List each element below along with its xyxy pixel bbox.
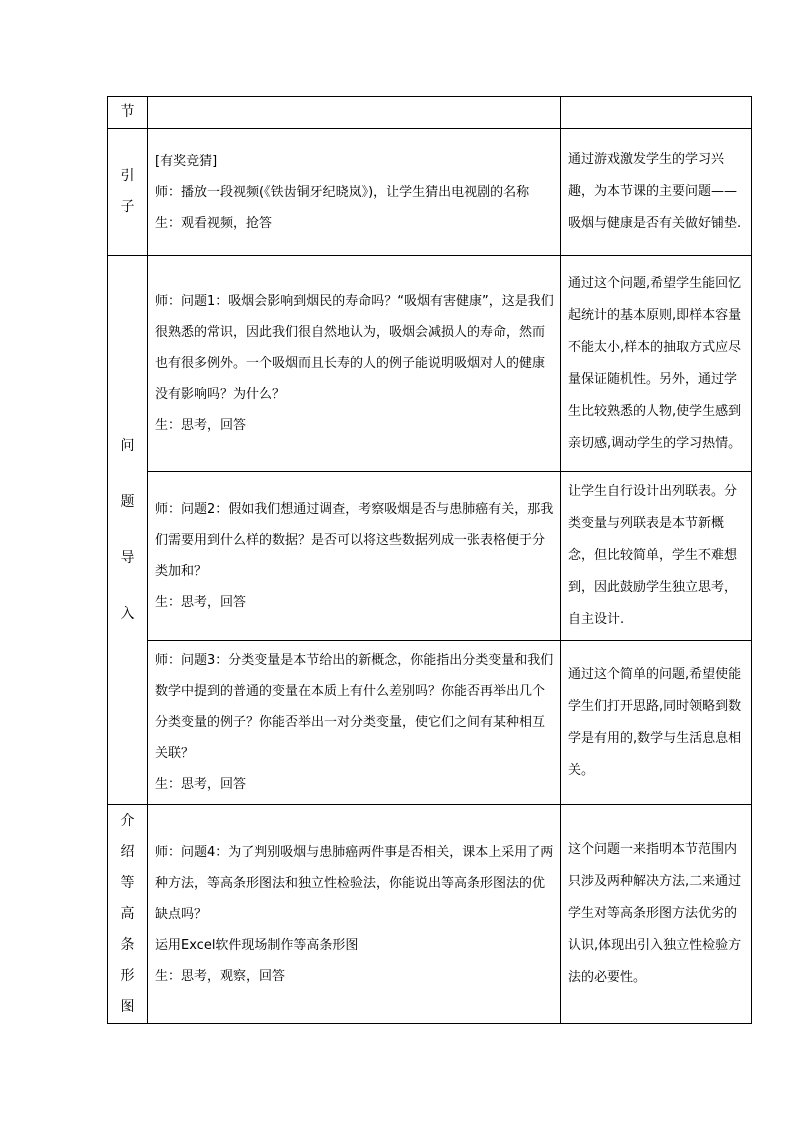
- stage-label: 等: [120, 874, 135, 891]
- intent-text: 通过游戏激发学生的学习兴趣，为本节课的主要问题——吸烟与健康是否有关做好铺垫.: [568, 152, 742, 231]
- content-line: 师：问题2：假如我们想通过调查，考察吸烟是否与患肺癌有关，那我们需要用到什么样的数据？是否可以将这些数据列成一张表格便于分类加和？: [155, 502, 554, 579]
- content-cell: [148, 97, 561, 129]
- content-line: 师：问题3：分类变量是本节给出的新概念，你能指出分类变量和我们数学中提到的普通的变量在本质上有什么差别吗？你能否再举出几个分类变量的例子？你能否举出一对分类变量，使它们之间有某种相互关联？: [155, 653, 554, 761]
- content-line: [有奖竞猜]: [155, 153, 218, 169]
- table-row: [108, 472, 752, 641]
- table-row: [108, 129, 752, 256]
- intent-cell: [561, 472, 752, 641]
- stage-label: 导: [120, 550, 135, 566]
- intent-text: 这个问题一来指明本节范围内只涉及两种解决方法,二来通过学生对等高条形图方法优劣的认识,体现出引入独立性检验方法的必要性。: [568, 842, 742, 985]
- content-line: 师：问题4：为了判别吸烟与患肺癌两件事是否相关，课本上采用了两种方法，等高条形图法和独立性检验法，你能说出等高条形图法的优缺点吗？: [155, 844, 554, 922]
- table-row: [108, 97, 752, 129]
- intent-cell: [561, 805, 752, 1024]
- stage-label: 介: [120, 812, 135, 829]
- stage-cell: 节: [108, 97, 148, 129]
- content-line: 师：播放一段视频(《铁齿铜牙纪晓岚》)，让学生猜出电视剧的名称: [155, 184, 530, 200]
- intent-cell: [561, 256, 752, 472]
- stage-label: 条: [120, 936, 135, 953]
- stage-label: 绍: [120, 843, 135, 860]
- content-cell: [148, 256, 561, 472]
- stage-label: 问: [120, 438, 135, 454]
- intent-text: 让学生自行设计出列联表。分类变量与列联表是本节新概念，但比较简单，学生不难想到，因此鼓励学生独立思考，自主设计.: [568, 484, 738, 627]
- lesson-plan-table: [107, 96, 752, 1024]
- content-cell: [148, 129, 561, 256]
- content-cell: [148, 805, 561, 1024]
- content-line: 运用Excel软件现场制作等高条形图: [155, 937, 359, 953]
- content-cell: [148, 641, 561, 805]
- intent-cell: [561, 641, 752, 805]
- content-line: 生：思考，回答: [155, 595, 247, 610]
- stage-cell: [108, 129, 148, 256]
- content-line: 生：思考，回答: [155, 777, 247, 792]
- content-cell: [148, 472, 561, 641]
- stage-cell: [108, 805, 148, 1024]
- table-row: [108, 641, 752, 805]
- intent-text: 通过这个简单的问题,希望使能学生们打开思路,同时领略到数学是有用的,数学与生活息息相关。: [568, 666, 742, 778]
- table-row: [108, 805, 752, 1024]
- content-line: 生：思考，观察，回答: [155, 968, 286, 984]
- stage-label: 引: [120, 168, 135, 184]
- table-row: [108, 256, 752, 472]
- stage-label: 子: [120, 199, 135, 215]
- stage-label: 入: [120, 606, 135, 622]
- content-line: 生：思考，回答: [155, 418, 247, 433]
- stage-label: 题: [120, 494, 135, 510]
- content-line: 师：问题1：吸烟会影响到烟民的寿命吗？“吸烟有害健康”，这是我们很熟悉的常识，因此我们很自然地认为，吸烟会减损人的寿命，然而也有很多例外。一个吸烟而且长寿的人的例子能说明吸烟对人的健康没有影响吗？为什么？: [155, 294, 554, 402]
- intent-text: 通过这个问题,希望学生能回忆起统计的基本原则,即样本容量不能太小,样本的抽取方式应尽量保证随机性。另外，通过学生比较熟悉的人物,使学生感到亲切感,调动学生的学习热情。: [568, 275, 742, 451]
- stage-label: 形: [120, 967, 135, 984]
- stage-label: 高: [120, 905, 135, 922]
- stage-label: 图: [120, 998, 135, 1015]
- intent-cell: [561, 97, 752, 129]
- stage-cell: [108, 256, 148, 805]
- intent-cell: [561, 129, 752, 256]
- content-line: 生：观看视频，抢答: [155, 215, 273, 231]
